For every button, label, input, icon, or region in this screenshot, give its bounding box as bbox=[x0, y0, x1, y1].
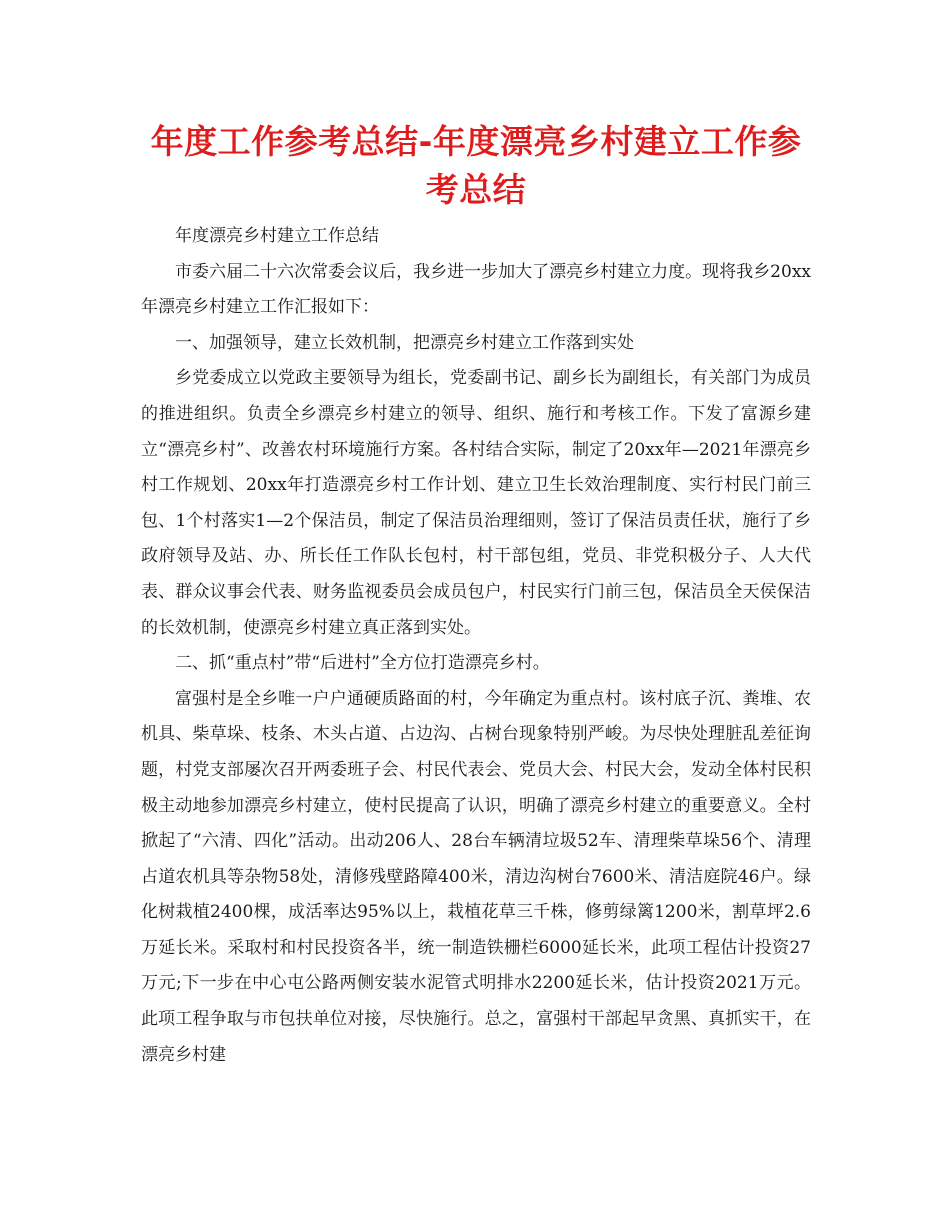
paragraph-section-1: 乡党委成立以党政主要领导为组长，党委副书记、副乡长为副组长，有关部门为成员的推进组织。负责全乡漂亮乡村建立的领导、组织、施行和考核工作。下发了富源乡建立“漂亮乡村”、改善农村环境施行方案。各村结合实际，制定了20xx年—2021年漂亮乡村工作规划、20xx年打造漂亮乡村工作计划、建立卫生长效治理制度、实行村民门前三包、1个村落实1—2个保洁员，制定了保洁员治理细则，签订了保洁员责任状，施行了乡政府领导及站、办、所长任工作队长包村，村干部包组，党员、非党积极分子、人大代表、群众议事会代表、财务监视委员会成员包户，村民实行门前三包，保洁员全天侯保洁的长效机制，使漂亮乡村建立真正落到实处。 bbox=[141, 368, 811, 638]
paragraph-section-2: 富强村是全乡唯一户户通硬质路面的村，今年确定为重点村。该村底子沉、粪堆、农机具、柴草垛、枝条、木头占道、占边沟、占树台现象特别严峻。为尽快处理脏乱差征询题，村党支部屡次召开两委班子会、村民代表会、党员大会、村民大会，发动全体村民积极主动地参加漂亮乡村建立，使村民提高了认识，明确了漂亮乡村建立的重要意义。全村掀起了“六清、四化”活动。出动206人、28台车辆清垃圾52车、清理柴草垛56个、清理占道农机具等杂物58处，清修残壁路障400米，清边沟树台7600米、清洁庭院46户。绿化树栽植2400棵，成活率达95%以上，栽植花草三千株，修剪绿篱1200米，割草坪2.6万延长米。采取村和村民投资各半，统一制造铁栅栏6000延长米，此项工程估计投资27万元;下一步在中心屯公路两侧安装水泥管式明排水2200延长米，估计投资2021万元。此项工程争取与市包扶单位对接，尽快施行。总之，富强村干部起早贪黑、真抓实干，在漂亮乡村建 bbox=[141, 688, 811, 1065]
paragraph-intro: 市委六届二十六次常委会议后，我乡进一步加大了漂亮乡村建立力度。现将我乡20xx年漂亮乡村建立工作汇报如下： bbox=[141, 261, 811, 318]
section-heading-2: 二、抓“重点村”带“后进村”全方位打造漂亮乡村。 bbox=[175, 653, 550, 674]
section-heading-1: 一、加强领导，建立长效机制，把漂亮乡村建立工作落到实处 bbox=[175, 332, 634, 353]
document-body bbox=[141, 219, 811, 1073]
paragraph-subtitle: 年度漂亮乡村建立工作总结 bbox=[175, 226, 379, 246]
document-page bbox=[141, 118, 811, 1073]
document-title: 年度工作参考总结-年度漂亮乡村建立工作参考总结 bbox=[150, 122, 802, 209]
